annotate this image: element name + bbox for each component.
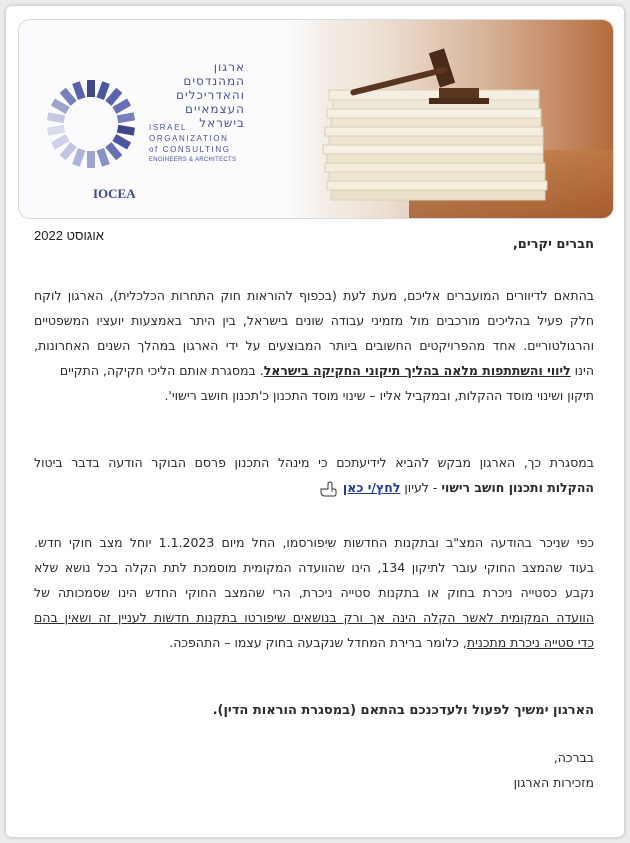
click-here-link[interactable]: לחץ/י כאן [342, 480, 401, 495]
header-banner [18, 19, 614, 219]
pointing-hand-icon [319, 481, 337, 497]
logo-hebrew-name: ארגון המהנדסים והאדריכלים העצמאיים בישראל [176, 60, 245, 130]
gavel-and-papers-image [289, 20, 613, 218]
signature-sender: מזכירות הארגון [513, 775, 594, 790]
signature-greeting: בברכה, [553, 750, 594, 765]
organization-logo [41, 60, 251, 200]
legislation-highlight: ליווי והשתתפות מלאה בהליך תיקוני החקיקה בישראל [263, 363, 571, 378]
paragraph-legal-change: כפי שניכר בהודעה המצ"ב ובתקנות החדשות שיפורסמו, החל מיום 1.1.2023 יוחל מצב חוקי חדש. בעוד שהמצב החוקי עובר לתיקון 134, הינו שהוועדה המקומית מוסמכת לתת הקלה בכל נושא שלא נקבע כסטייה ניכרת בחוק או בתקנות סטייה ניכרת, הרי שהמצב החוקי החדש הינו שסמכותה של הוועדה המקומית לאשר הקלה הינה אך ורק בנושאים שיפורטו בתקנות חדשות לעניין זה ושאין בהם כדי סטייה ניכרת מתכנית, כלומר ברירת המחדל שנקבעה בחוק עצמו – התהפכה. [34, 535, 595, 650]
newsletter-date: אוגוסט 2022 [34, 228, 104, 243]
logo-english-name: ISRAEL ORGANIZATION of CONSULTING ENGINEERS & ARCHITECTS [149, 123, 237, 163]
logo-brand-text: IOCEA [93, 186, 136, 201]
paragraph-intro: בהתאם לדיוורים המועברים אליכם, מעת לעת (בכפוף להוראות חוק התחרות הכלכלית), הארגון לוקח חלק פעיל בהליכים מורכבים מול מזמיני עבודה שונים בישראל, בין היתר באמצעות יועציו המשפטיים והרגולטוריים. אחד מהפרויקטים החשובים ביותר המבוצעים על ידי הארגון במהלך השנים האחרונות, הינו ליווי והשתתפות מלאה בהליך תיקוני החקיקה בישראל. במסגרת אותם הליכי חקיקה, התקיים תיקון ושינוי מוסד ההקלות, ובמקביל אליו – שינוי מוסד התכנון כ'תכנון חושב רישוי'. [34, 288, 594, 403]
greeting: חברים יקרים, [512, 237, 594, 252]
closing-statement: הארגון ימשיך לפעול ולעדכנכם בהתאם (במסגרת הוראות הדין). [212, 703, 594, 718]
paragraph-announcement: במסגרת כך, הארגון מבקש להביא לידיעתכם כי מינהל התכנון פרסם הבוקר הודעה בדבר ביטול ההקלות ותכנון חושב רישוי - לעיון לחץ/י כאן [34, 455, 594, 495]
logo-ring-icon [41, 74, 141, 174]
